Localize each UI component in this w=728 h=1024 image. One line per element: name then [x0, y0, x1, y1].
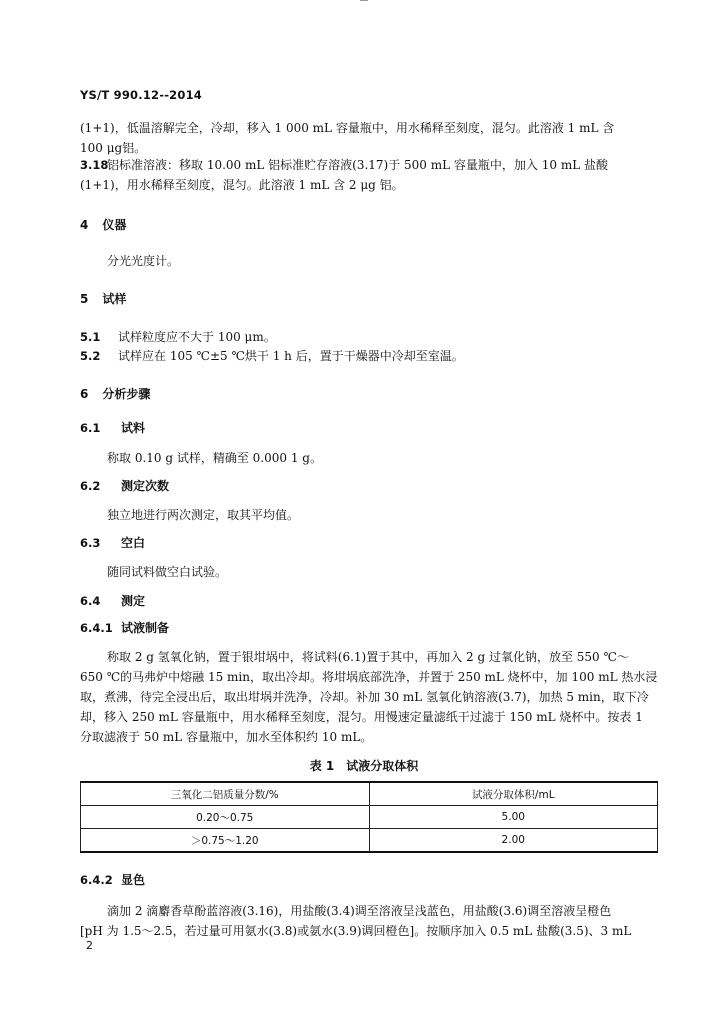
paragraph-line: [pH 为 1.5～2.5，若过量可用氨水(3.8)或氨水(3.9)调回橙色]。按顺序加入 0.5 mL 盐酸(3.5)、3 mL	[80, 924, 632, 938]
subsection-number: 6.4	[80, 594, 101, 608]
table-cell: 2.00	[369, 829, 658, 853]
paragraph-line: 称取 2 g 氢氧化钠，置于银坩埚中，将试料(6.1)置于其中，再加入 2 g 过氧化钠，放至 550 ℃～	[107, 650, 629, 664]
subsection-number: 6.3	[80, 536, 101, 550]
table-row	[81, 806, 658, 829]
table-cell: 5.00	[369, 806, 658, 829]
section-number: 6	[80, 387, 89, 401]
subsection-title: 测定次数	[121, 479, 170, 493]
reagent-continuation-line: 100 μg铝。	[80, 141, 147, 155]
subsection-number: 6.2	[80, 479, 101, 493]
crop-mark	[360, 0, 368, 1]
paragraph-line: 滴加 2 滴麝香草酚蓝溶液(3.16)，用盐酸(3.4)调至溶液呈浅蓝色，用盐酸(3.6)调至溶液呈橙色	[107, 904, 612, 918]
table-caption: 表 1 试液分取体积	[309, 759, 419, 773]
table-header-row	[81, 782, 658, 806]
subsection-number: 6.1	[80, 421, 101, 435]
item-text: 试样应在 105 ℃±5 ℃烘干 1 h 后，置于干燥器中冷却至室温。	[118, 349, 464, 363]
paragraph-line: 650 ℃的马弗炉中熔融 15 min，取出冷却。将坩埚底部洗净，并置于 250 mL 烧杯中，加 100 mL 热水浸	[80, 670, 658, 684]
section-heading-6	[80, 387, 150, 401]
subsubsection-title: 试液制备	[121, 621, 170, 635]
subsubsection-number: 6.4.2	[80, 873, 113, 887]
item-text: 试样粒度应不大于 100 μm。	[118, 330, 276, 344]
section-number: 5	[80, 292, 89, 306]
section-4-text: 分光光度计。	[107, 254, 180, 268]
section-heading-5	[80, 292, 126, 306]
subsection-text: 独立地进行两次测定，取其平均值。	[107, 508, 300, 522]
item-number: 5.1	[80, 330, 101, 344]
paragraph-line: 分取滤液于 50 mL 容量瓶中，加水至体积约 10 mL。	[80, 730, 373, 744]
section-title: 分析步骤	[102, 387, 151, 401]
subsection-text: 称取 0.10 g 试样，精确至 0.000 1 g。	[107, 451, 322, 465]
paragraph-line: 却，移入 250 mL 容量瓶中，用水稀释至刻度，混匀。用慢速定量滤纸干过滤于 150 mL 烧杯中。按表 1	[80, 710, 643, 724]
section-title: 试样	[102, 292, 127, 306]
section-number: 4	[80, 218, 89, 232]
paragraph-line: 取，煮沸，待完全浸出后，取出坩埚并洗净，冷却。补加 30 mL 氢氧化钠溶液(3.7)，加热 5 min，取下冷	[80, 690, 649, 704]
subsubsection-title: 显色	[121, 873, 146, 887]
subsection-title: 试料	[121, 421, 146, 435]
subsubsection-number: 6.4.1	[80, 621, 113, 635]
subsection-text: 随同试料做空白试验。	[107, 565, 228, 579]
reagent-continuation-line: (1+1)，低温溶解完全，冷却，移入 1 000 mL 容量瓶中，用水稀释至刻度，混匀。此溶液 1 mL 含	[80, 121, 615, 135]
reagent-number: 3.18	[80, 158, 109, 172]
section-title: 仪器	[102, 218, 127, 232]
reagent-line: 铝标准溶液：移取 10.00 mL 铝标准贮存溶液(3.17)于 500 mL 容量瓶中，加入 10 mL 盐酸	[107, 158, 608, 172]
item-number: 5.2	[80, 349, 101, 363]
page-number: 2	[86, 939, 93, 952]
table-header-cell: 试液分取体积/mL	[369, 782, 658, 806]
section-heading-4	[80, 218, 126, 232]
data-table	[80, 781, 658, 853]
subsection-title: 测定	[121, 594, 146, 608]
standard-code: YS/T 990.12--2014	[80, 88, 202, 102]
table-header-cell: 三氧化二铝质量分数/%	[81, 782, 370, 806]
reagent-line: (1+1)，用水稀释至刻度，混匀。此溶液 1 mL 含 2 μg 铝。	[80, 178, 404, 192]
subsection-title: 空白	[121, 536, 146, 550]
table-cell: 0.20～0.75	[81, 806, 370, 829]
table-row	[81, 829, 658, 853]
table-cell: ＞0.75～1.20	[81, 829, 370, 853]
